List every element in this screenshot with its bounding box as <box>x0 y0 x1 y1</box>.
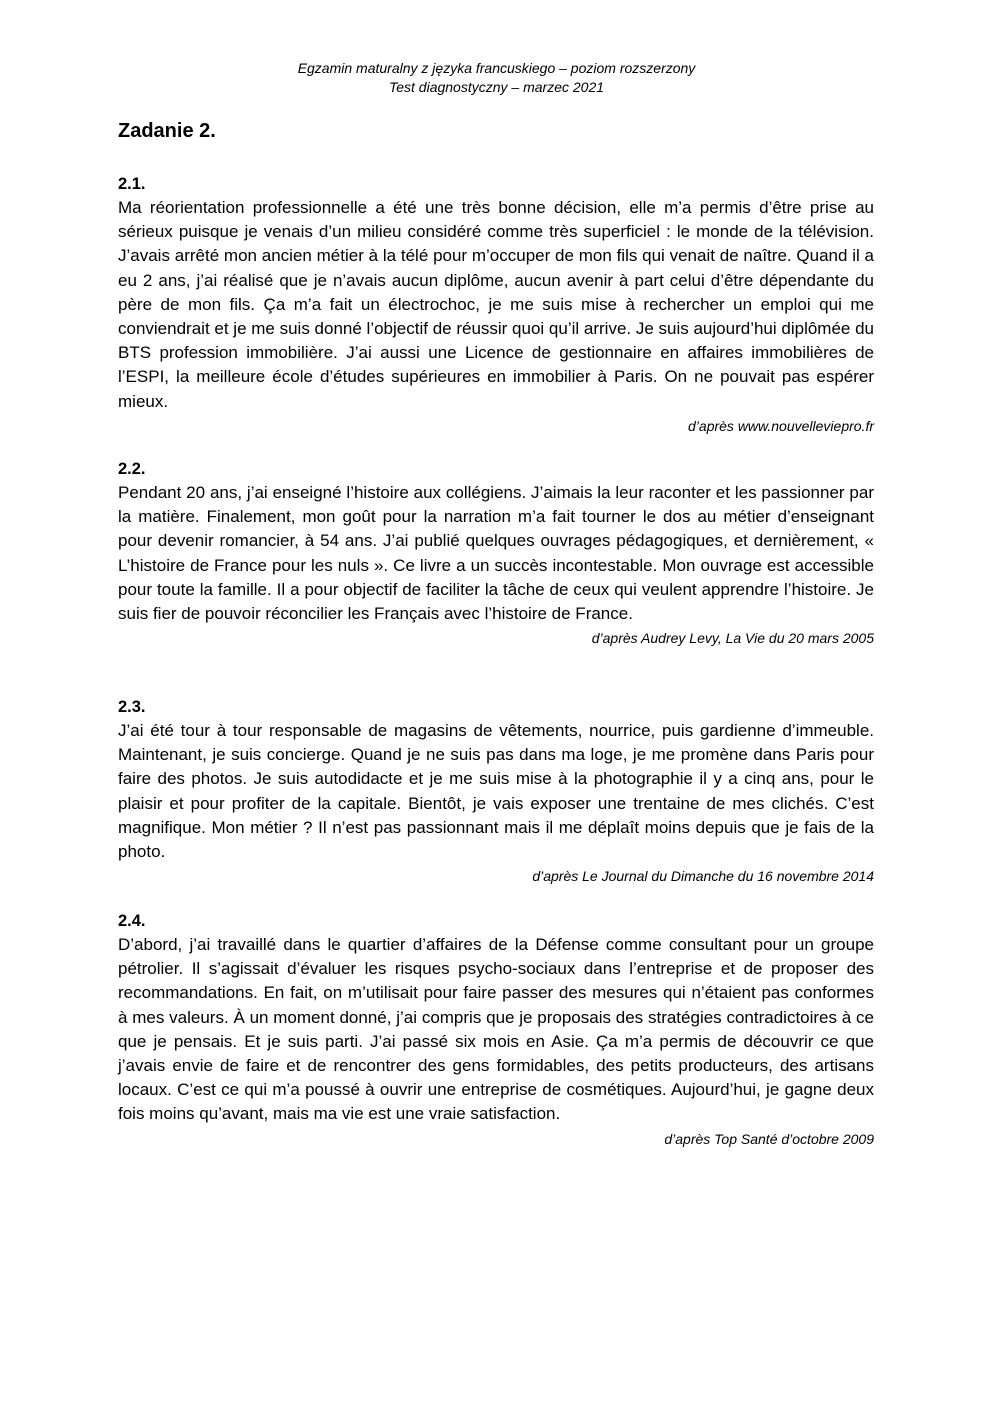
section-text: D’abord, j’ai travaillé dans le quartier d’affaires de la Défense comme consultant pour un groupe pétrolier. Il s’agissait d’évaluer les risques psycho-sociaux dans l’entreprise et de proposer des recommandations. En fait, on m’utilisait pour faire passer des mesures qui n’étaient pas conformes à mes valeurs. À un moment donné, j’ai compris que je proposais des stratégies contradictoires à ce que je pensais. Et je suis parti. J’ai passé six mois en Asie. Ça m’a permis de découvrir ce que j’avais envie de faire et de rencontrer des gens formidables, des petits producteurs, des artisans locaux. C’est ce qui m’a poussé à ouvrir une entreprise de cosmétiques. Aujourd’hui, je gagne deux fois moins qu’avant, mais ma vie est une vraie satisfaction. <box>118 935 874 1124</box>
section-number: 2.3. <box>118 698 146 716</box>
header-test-date: Test diagnostyczny – marzec 2021 <box>388 79 605 95</box>
section-number: 2.1. <box>118 175 146 193</box>
page-header <box>0 59 993 97</box>
section-source: d’après Audrey Levy, La Vie du 20 mars 2005 <box>591 630 874 647</box>
section-source: d’après www.nouvelleviepro.fr <box>688 417 874 434</box>
header-exam-title: Egzamin maturalny z języka francuskiego – poziom rozszerzony <box>297 60 696 76</box>
text-section-2-2 <box>118 457 874 648</box>
section-number: 2.4. <box>118 912 146 930</box>
text-section-2-4 <box>118 909 874 1149</box>
section-number: 2.2. <box>118 460 146 478</box>
section-text: Ma réorientation professionnelle a été une très bonne décision, elle m’a permis d’être prise au sérieux puisque je venais d’un milieu considéré comme très superficiel : le monde de la télévision. J’avais arrêté mon ancien métier à la télé pour m’occuper de mon fils qui venait de naître. Quand il a eu 2 ans, j’ai réalisé que je n’avais aucun diplôme, aucun avenir à part celui d’être dépendante du père de mon fils. Ça m’a fait un électrochoc, je me suis mise à rechercher un emploi qui me conviendrait et je me suis donné l’objectif de réussir quoi qu’il arrive. Je suis aujourd’hui diplômée du BTS profession immobilière. J’ai aussi une Licence de gestionnaire en affaires immobilières de l’ESPI, la meilleure école d’études supérieures en immobilier à Paris. On ne pouvait pas espérer mieux. <box>118 198 874 411</box>
task-title: Zadanie 2. <box>118 120 216 142</box>
text-section-2-3 <box>118 695 874 886</box>
section-text: Pendant 20 ans, j’ai enseigné l’histoire aux collégiens. J’aimais la leur raconter et les passionner par la matière. Finalement, mon goût pour la narration m’a fait tourner le dos au métier d’enseignant pour devenir romancier, à 54 ans. J’ai publié quelques ouvrages pédagogiques, et dernièrement, « L’histoire de France pour les nuls ». Ce livre a un succès incontestable. Mon ouvrage est accessible pour toute la famille. Il a pour objectif de faciliter la tâche de ceux qui veulent apprendre l’histoire. Je suis fier de pouvoir réconcilier les Français avec l’histoire de France. <box>118 483 874 624</box>
section-source: d’après Top Santé d’octobre 2009 <box>664 1130 874 1147</box>
section-text: J’ai été tour à tour responsable de magasins de vêtements, nourrice, puis gardienne d’immeuble. Maintenant, je suis concierge. Quand je ne suis pas dans ma loge, je me promène dans Paris pour faire des photos. Je suis autodidacte et je me suis mise à la photographie il y a cinq ans, pour le plaisir et pour profiter de la capitale. Bientôt, je vais exposer une trentaine de mes clichés. C’est magnifique. Mon métier ? Il n’est pas passionnant mais il me déplaît moins depuis que je fais de la photo. <box>118 721 874 862</box>
text-section-2-1 <box>118 172 874 436</box>
section-source: d’après Le Journal du Dimanche du 16 novembre 2014 <box>532 868 874 885</box>
